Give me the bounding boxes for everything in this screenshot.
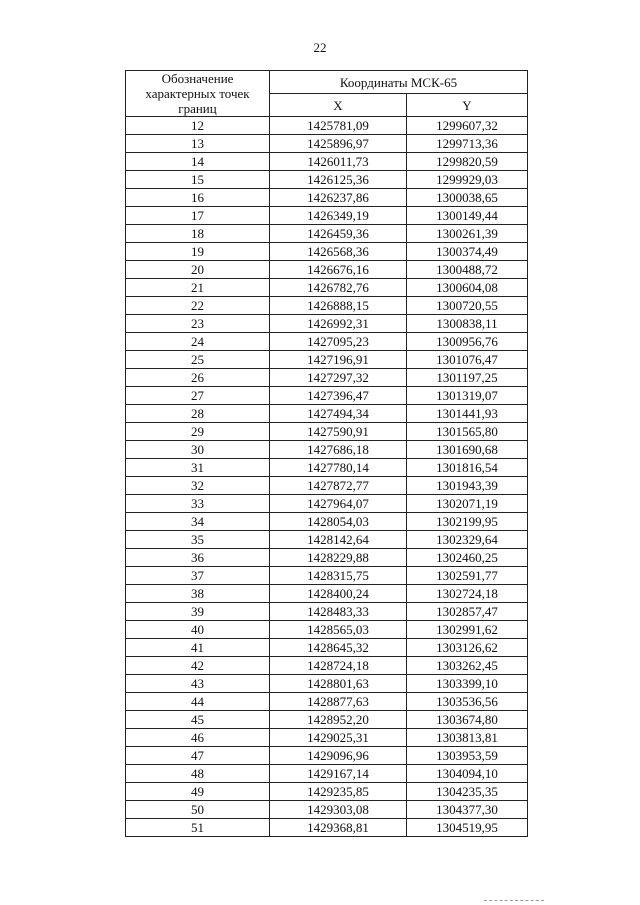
y-coordinate-cell: 1303262,45: [407, 657, 528, 675]
x-coordinate-cell: 1427686,18: [270, 441, 407, 459]
x-coordinate-cell: 1427494,34: [270, 405, 407, 423]
page-edge-mark: [484, 900, 544, 902]
table-row: [126, 171, 528, 189]
y-coordinate-cell: 1301690,68: [407, 441, 528, 459]
point-cell: 46: [126, 729, 270, 747]
x-coordinate-cell: 1429096,96: [270, 747, 407, 765]
table-row: [126, 747, 528, 765]
table-row: [126, 117, 528, 135]
x-coordinate-cell: 1429303,08: [270, 801, 407, 819]
point-cell: 45: [126, 711, 270, 729]
x-coordinate-cell: 1427396,47: [270, 387, 407, 405]
point-cell: 43: [126, 675, 270, 693]
table-row: [126, 369, 528, 387]
point-cell: 31: [126, 459, 270, 477]
x-coordinate-cell: 1429368,81: [270, 819, 407, 837]
y-coordinate-cell: 1303953,59: [407, 747, 528, 765]
table-row: [126, 603, 528, 621]
table-row: [126, 225, 528, 243]
point-cell: 14: [126, 153, 270, 171]
table-row: [126, 423, 528, 441]
x-coordinate-cell: 1426992,31: [270, 315, 407, 333]
x-coordinate-cell: 1428877,63: [270, 693, 407, 711]
point-cell: 12: [126, 117, 270, 135]
point-cell: 39: [126, 603, 270, 621]
y-coordinate-cell: 1304519,95: [407, 819, 528, 837]
x-coordinate-cell: 1427297,32: [270, 369, 407, 387]
table-row: [126, 153, 528, 171]
y-coordinate-cell: 1304235,35: [407, 783, 528, 801]
table-row: [126, 387, 528, 405]
page-number: 22: [313, 40, 327, 55]
x-coordinate-cell: 1429167,14: [270, 765, 407, 783]
x-coordinate-cell: 1426237,86: [270, 189, 407, 207]
x-coordinate-cell: 1428724,18: [270, 657, 407, 675]
point-cell: 37: [126, 567, 270, 585]
point-cell: 25: [126, 351, 270, 369]
point-cell: 13: [126, 135, 270, 153]
point-cell: 42: [126, 657, 270, 675]
table-row: [126, 261, 528, 279]
table-row: [126, 495, 528, 513]
point-cell: 29: [126, 423, 270, 441]
table-row: [126, 315, 528, 333]
y-coordinate-cell: 1303813,81: [407, 729, 528, 747]
y-coordinate-cell: 1301076,47: [407, 351, 528, 369]
x-coordinate-cell: 1429025,31: [270, 729, 407, 747]
x-coordinate-cell: 1429235,85: [270, 783, 407, 801]
x-coordinate-cell: 1427872,77: [270, 477, 407, 495]
y-coordinate-cell: 1299607,32: [407, 117, 528, 135]
y-coordinate-cell: 1304377,30: [407, 801, 528, 819]
table-row: [126, 405, 528, 423]
table-row: [126, 549, 528, 567]
point-cell: 40: [126, 621, 270, 639]
point-cell: 22: [126, 297, 270, 315]
x-coordinate-cell: 1428054,03: [270, 513, 407, 531]
table-row: [126, 729, 528, 747]
table-row: [126, 207, 528, 225]
x-coordinate-cell: 1428142,64: [270, 531, 407, 549]
table-row: [126, 477, 528, 495]
x-coordinate-cell: 1427590,91: [270, 423, 407, 441]
table-row: [126, 783, 528, 801]
table-row: [126, 297, 528, 315]
y-coordinate-cell: 1300261,39: [407, 225, 528, 243]
x-coordinate-cell: 1426125,36: [270, 171, 407, 189]
point-cell: 19: [126, 243, 270, 261]
point-cell: 36: [126, 549, 270, 567]
point-cell: 23: [126, 315, 270, 333]
x-coordinate-cell: 1426568,36: [270, 243, 407, 261]
point-cell: 41: [126, 639, 270, 657]
x-coordinate-cell: 1428483,33: [270, 603, 407, 621]
y-coordinate-cell: 1301816,54: [407, 459, 528, 477]
y-coordinate-cell: 1300838,11: [407, 315, 528, 333]
table-row: [126, 513, 528, 531]
y-coordinate-cell: 1303126,62: [407, 639, 528, 657]
y-coordinate-cell: 1303399,10: [407, 675, 528, 693]
x-coordinate-cell: 1427196,91: [270, 351, 407, 369]
x-coordinate-cell: 1428565,03: [270, 621, 407, 639]
y-coordinate-cell: 1302199,95: [407, 513, 528, 531]
y-coordinate-cell: 1301319,07: [407, 387, 528, 405]
x-coordinate-cell: 1427780,14: [270, 459, 407, 477]
x-coordinate-cell: 1428645,32: [270, 639, 407, 657]
table-row: [126, 279, 528, 297]
point-cell: 16: [126, 189, 270, 207]
point-cell: 38: [126, 585, 270, 603]
point-cell: 51: [126, 819, 270, 837]
y-coordinate-cell: 1301565,80: [407, 423, 528, 441]
table-row: [126, 657, 528, 675]
table-row: [126, 621, 528, 639]
header-point-designation: Обозначение характерных точек границ: [126, 71, 270, 117]
table-row: [126, 639, 528, 657]
y-coordinate-cell: 1301197,25: [407, 369, 528, 387]
point-cell: 50: [126, 801, 270, 819]
y-coordinate-cell: 1300720,55: [407, 297, 528, 315]
table-row: [126, 711, 528, 729]
x-coordinate-cell: 1428315,75: [270, 567, 407, 585]
table-row: [126, 441, 528, 459]
header-coordinates: Координаты МСК-65: [270, 71, 528, 94]
coordinates-table: [125, 70, 528, 837]
y-coordinate-cell: 1299713,36: [407, 135, 528, 153]
x-coordinate-cell: 1428229,88: [270, 549, 407, 567]
point-cell: 32: [126, 477, 270, 495]
table-row: [126, 675, 528, 693]
table-body: [126, 117, 528, 837]
point-cell: 28: [126, 405, 270, 423]
y-coordinate-cell: 1300149,44: [407, 207, 528, 225]
x-coordinate-cell: 1426011,73: [270, 153, 407, 171]
y-coordinate-cell: 1302329,64: [407, 531, 528, 549]
point-cell: 20: [126, 261, 270, 279]
y-coordinate-cell: 1300374,49: [407, 243, 528, 261]
table-row: [126, 333, 528, 351]
point-cell: 49: [126, 783, 270, 801]
x-coordinate-cell: 1428801,63: [270, 675, 407, 693]
point-cell: 17: [126, 207, 270, 225]
y-coordinate-cell: 1302991,62: [407, 621, 528, 639]
x-coordinate-cell: 1426459,36: [270, 225, 407, 243]
header-y: Y: [407, 94, 528, 117]
x-coordinate-cell: 1428952,20: [270, 711, 407, 729]
y-coordinate-cell: 1301441,93: [407, 405, 528, 423]
point-cell: 30: [126, 441, 270, 459]
y-coordinate-cell: 1299820,59: [407, 153, 528, 171]
point-cell: 18: [126, 225, 270, 243]
point-cell: 47: [126, 747, 270, 765]
point-cell: 26: [126, 369, 270, 387]
point-cell: 24: [126, 333, 270, 351]
point-cell: 34: [126, 513, 270, 531]
x-coordinate-cell: 1426676,16: [270, 261, 407, 279]
table-row: [126, 693, 528, 711]
y-coordinate-cell: 1300956,76: [407, 333, 528, 351]
table-row: [126, 351, 528, 369]
x-coordinate-cell: 1426888,15: [270, 297, 407, 315]
table-row: [126, 765, 528, 783]
table-row: [126, 531, 528, 549]
table-row: [126, 243, 528, 261]
y-coordinate-cell: 1302071,19: [407, 495, 528, 513]
x-coordinate-cell: 1425781,09: [270, 117, 407, 135]
point-cell: 44: [126, 693, 270, 711]
y-coordinate-cell: 1303536,56: [407, 693, 528, 711]
table-row: [126, 819, 528, 837]
point-cell: 15: [126, 171, 270, 189]
point-cell: 33: [126, 495, 270, 513]
x-coordinate-cell: 1426349,19: [270, 207, 407, 225]
point-cell: 27: [126, 387, 270, 405]
y-coordinate-cell: 1301943,39: [407, 477, 528, 495]
point-cell: 48: [126, 765, 270, 783]
x-coordinate-cell: 1428400,24: [270, 585, 407, 603]
y-coordinate-cell: 1300604,08: [407, 279, 528, 297]
y-coordinate-cell: 1303674,80: [407, 711, 528, 729]
y-coordinate-cell: 1300488,72: [407, 261, 528, 279]
y-coordinate-cell: 1300038,65: [407, 189, 528, 207]
y-coordinate-cell: 1299929,03: [407, 171, 528, 189]
y-coordinate-cell: 1302724,18: [407, 585, 528, 603]
table-row: [126, 189, 528, 207]
header-x: X: [270, 94, 407, 117]
x-coordinate-cell: 1426782,76: [270, 279, 407, 297]
table-row: [126, 135, 528, 153]
y-coordinate-cell: 1304094,10: [407, 765, 528, 783]
x-coordinate-cell: 1427964,07: [270, 495, 407, 513]
table-row: [126, 459, 528, 477]
table-row: [126, 801, 528, 819]
x-coordinate-cell: 1425896,97: [270, 135, 407, 153]
y-coordinate-cell: 1302591,77: [407, 567, 528, 585]
x-coordinate-cell: 1427095,23: [270, 333, 407, 351]
point-cell: 35: [126, 531, 270, 549]
point-cell: 21: [126, 279, 270, 297]
table-row: [126, 585, 528, 603]
y-coordinate-cell: 1302460,25: [407, 549, 528, 567]
table-row: [126, 567, 528, 585]
y-coordinate-cell: 1302857,47: [407, 603, 528, 621]
